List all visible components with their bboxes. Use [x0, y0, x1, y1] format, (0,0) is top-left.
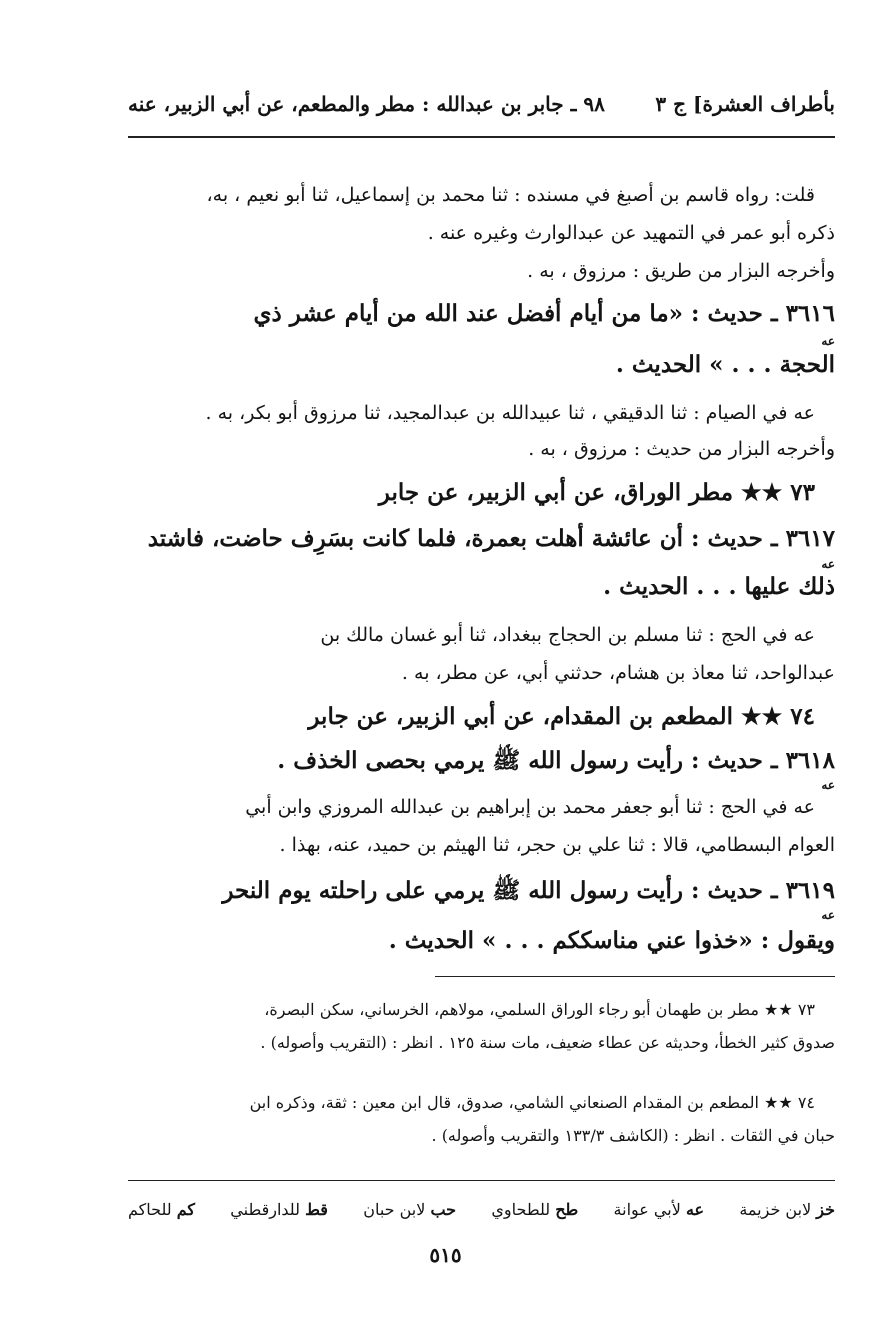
footnote-line: حبان في الثقات . انظر : (الكاشف ١٣٣/٣ والتقريب وأصوله) . — [431, 1126, 835, 1145]
running-header — [128, 86, 835, 122]
body-line: العوام البسطامي، قالا : ثنا علي بن حجر، ثنا الهيثم بن حميد، عنه، بهذا . — [279, 834, 835, 856]
header-book-title: بأطراف العشرة] ج ٣ — [655, 92, 835, 116]
hadith-heading: ويقول : «خذوا عني مناسككم . . . » الحديث . — [388, 927, 835, 954]
source-mark: عه — [821, 908, 835, 922]
abbreviation-item: عه لأبي عوانة — [613, 1200, 705, 1219]
hadith-heading: الحجة . . . » الحديث . — [615, 351, 835, 378]
hadith-heading: ٣٦١٩ ـ حديث : رأيت رسول الله ﷺ يرمي على راحلته يوم النحر — [222, 877, 835, 904]
page-number: ٥١٥ — [429, 1243, 462, 1267]
abbreviation-key — [128, 1195, 835, 1225]
source-mark: عه — [821, 557, 835, 571]
body-line: وأخرجه البزار من حديث : مرزوق ، به . — [528, 438, 835, 460]
body-line: ذكره أبو عمر في التمهيد عن عبدالوارث وغيره عنه . — [427, 222, 835, 244]
hadith-heading: ٣٦١٦ ـ حديث : «ما من أيام أفضل عند الله من أيام عشر ذي — [253, 300, 835, 327]
narrator-heading: ٧٤ ★★ المطعم بن المقدام، عن أبي الزبير، عن جابر — [308, 703, 815, 730]
body-line: قلت: رواه قاسم بن أصبغ في مسنده : ثنا محمد بن إسماعيل، ثنا أبو نعيم ، به، — [206, 184, 815, 206]
body-line: عه في الصيام : ثنا الدقيقي ، ثنا عبيدالله بن عبدالمجيد، ثنا مرزوق أبو بكر، به . — [205, 402, 815, 424]
header-chapter-title: ٩٨ ـ جابر بن عبدالله : مطر والمطعم، عن أبي الزبير، عنه — [128, 92, 605, 116]
narrator-heading: ٧٣ ★★ مطر الوراق، عن أبي الزبير، عن جابر — [378, 479, 815, 506]
abbreviation-item: طح للطحاوي — [491, 1200, 579, 1219]
header-rule — [128, 136, 835, 138]
body-line: وأخرجه البزار من طريق : مرزوق ، به . — [527, 260, 835, 282]
hadith-heading: ذلك عليها . . . الحديث . — [603, 573, 835, 600]
footnote-line: ٧٣ ★★ مطر بن طهمان أبو رجاء الوراق السلمي، مولاهم، الخرساني، سكن البصرة، — [264, 1000, 815, 1019]
source-mark: عه — [821, 778, 835, 792]
hadith-heading: ٣٦١٧ ـ حديث : أن عائشة أهلت بعمرة، فلما كانت بسَرِف حاضت، فاشتد — [147, 525, 835, 552]
footnote-separator — [435, 976, 835, 977]
abbreviation-item: قط للدارقطني — [230, 1200, 328, 1219]
hadith-heading: ٣٦١٨ ـ حديث : رأيت رسول الله ﷺ يرمي بحصى الخذف . — [277, 747, 835, 774]
abbreviation-item: حب لابن حبان — [363, 1200, 457, 1219]
footnote-line: ٧٤ ★★ المطعم بن المقدام الصنعاني الشامي، صدوق، قال ابن معين : ثقة، وذكره ابن — [249, 1093, 815, 1112]
body-line: عه في الحج : ثنا مسلم بن الحجاج ببغداد، ثنا أبو غسان مالك بن — [320, 624, 815, 646]
abbreviation-rule — [128, 1180, 835, 1181]
source-mark: عه — [821, 334, 835, 348]
footnote-line: صدوق كثير الخطأ، وحديثه عن عطاء ضعيف، مات سنة ١٢٥ . انظر : (التقريب وأصوله) . — [260, 1033, 835, 1052]
abbreviation-item: كم للحاكم — [128, 1200, 195, 1219]
body-line: عبدالواحد، ثنا معاذ بن هشام، حدثني أبي، عن مطر، به . — [401, 662, 835, 684]
abbreviation-item: خز لابن خزيمة — [739, 1200, 835, 1219]
body-line: عه في الحج : ثنا أبو جعفر محمد بن إبراهيم بن عبدالله المروزي وابن أبي — [245, 796, 815, 818]
